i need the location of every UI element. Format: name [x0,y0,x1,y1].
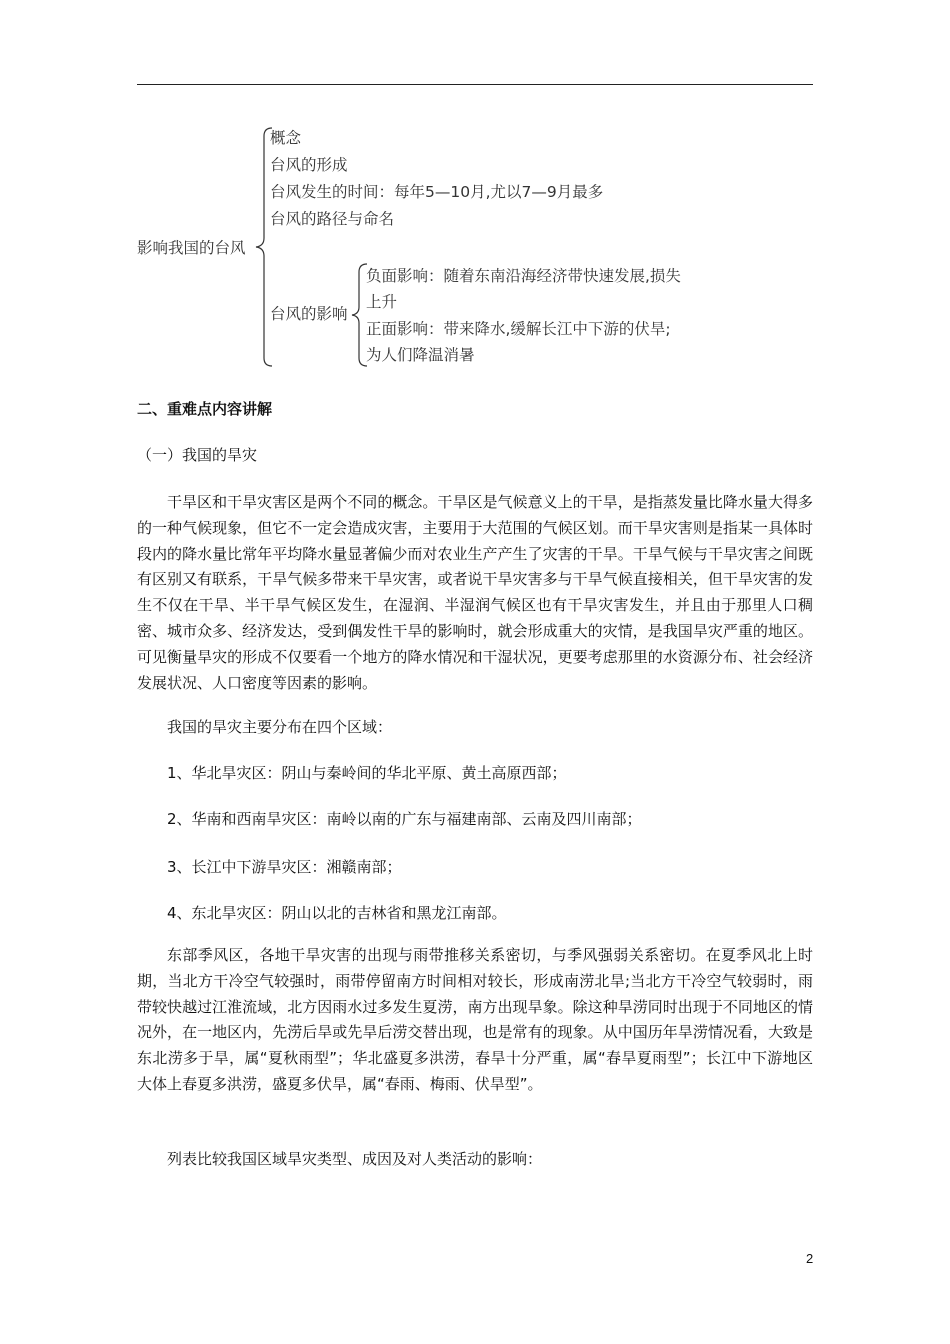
typhoon-brace-diagram [0,0,950,380]
paragraph-drought-concept: 干旱区和干旱灾害区是两个不同的概念。干旱区是气候意义上的干旱，是指蒸发量比降水量大得多的一种气候现象，但它不一定会造成灾害，主要用于大范围的气候区划。而干旱灾害则是指某一具体时段内的降水量比常年平均降水量显著偏少而对农业生产产生了灾害的干旱。干旱气候与干旱灾害之间既有区别又有联系，干旱气候多带来干旱灾害，或者说干旱灾害多与干旱气候直接相关，但干旱灾害的发生不仅在干旱、半干旱气候区发生，在湿润、半湿润气候区也有干旱灾害发生，并且由于那里人口稠密、城市众多、经济发达，受到偶发性干旱的影响时，就会形成重大的灾情，是我国旱灾严重的地区。可见衡量旱灾的形成不仅要看一个地方的降水情况和干湿状况，更要考虑那里的水资源分布、社会经济发展状况、人口密度等因素的影响。 [137,493,813,692]
impact-positive: 正面影响：带来降水,缓解长江中下游的伏旱; [366,320,671,338]
region-item: 4、东北旱灾区：阴山以北的吉林省和黑龙江南部。 [167,904,507,922]
impact-positive-cont: 为人们降温消暑 [366,346,475,364]
diagram-root: 影响我国的台风 [137,239,246,257]
branch-formation: 台风的形成 [270,156,348,174]
branch-time: 台风发生的时间：每年5—10月,尤以7—9月最多 [270,183,604,201]
branch-concept: 概念 [270,129,302,147]
regions-intro: 我国的旱灾主要分布在四个区域： [167,718,393,736]
region-item: 2、华南和西南旱灾区：南岭以南的广东与福建南部、云南及四川南部； [167,810,642,828]
paragraph-monsoon: 东部季风区，各地干旱灾害的出现与雨带推移关系密切，与季风强弱关系密切。在夏季风北上时期，当北方干冷空气较强时，雨带停留南方时间相对较长，形成南涝北旱;当北方干冷空气较弱时，雨带较快越过江淮流域，北方因雨水过多发生夏涝，南方出现旱象。除这种旱涝同时出现于不同地区的情况外，在一地区内，先涝后旱或先旱后涝交替出现，也是常有的现象。从中国历年旱涝情况看，大致是东北涝多于旱，属“夏秋雨型”；华北盛夏多洪涝，春旱十分严重，属“春旱夏雨型”；长江中下游地区大体上春夏多洪涝，盛夏多伏旱，属“春雨、梅雨、伏旱型”。 [137,946,813,1093]
impact-negative: 负面影响：随着东南沿海经济带快速发展,损失 [366,267,681,285]
region-item: 1、华北旱灾区：阴山与秦岭间的华北平原、黄土高原西部； [167,764,567,782]
impact-negative-cont: 上升 [366,293,398,311]
region-item: 3、长江中下游旱灾区：湘赣南部； [167,858,402,876]
branch-impact: 台风的影响 [270,305,348,323]
subsection-title: （一）我国的旱灾 [137,446,258,464]
inner-brace [352,264,367,366]
section-heading: 二、重难点内容讲解 [137,400,273,418]
closing-line: 列表比较我国区域旱灾类型、成因及对人类活动的影响： [167,1150,543,1168]
branch-path: 台风的路径与命名 [270,210,395,228]
page-number: 2 [806,1251,814,1266]
